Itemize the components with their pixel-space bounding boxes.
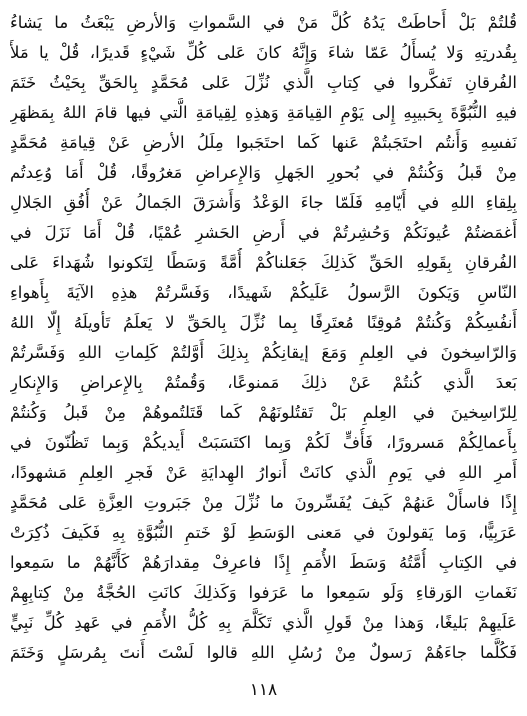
page-number: ١١٨: [249, 680, 278, 700]
body-text: [10, 8, 517, 668]
text-line: في الكِتابِ أُمَّتُهُ وَسَطَ الأُمَمِ إِذًا فاعرِفْ مِقدارَهُمْ كَأَنَّهُمْ ما سَمِعوا: [10, 553, 517, 572]
text-line: أَنفُسِكُمْ وَكُنتُمْ مُوقِنًا مُعتَرِفًا بِما نُزِّلَ بِالحَقِّ لا يَعلَمُ تَأويلَهُ إِلّا اللهُ: [10, 313, 517, 332]
text-line: الفُرقانِ تَفكَّروا في كِتابِ الَّذي نُزِّلَ عَلى مُحَمَّدٍ بِالحَقِّ بِحَيْثُ خَتَمَ: [10, 73, 517, 92]
text-line: نَفسِهِ وَأَنتُم احتَجَبتُمْ عَنها كَما احتَجَبوا مِلَلُ الأرضِ عَنْ قِيامَةِ مُحَمَّدٍ: [10, 133, 517, 152]
text-line: نَغَماتِ الوَرقاءِ وَلَو سَمِعوا ما عَرَفوا وَكَذلِكَ كانَتِ الحُجَّةُ مِنْ كِتابِهِمْ: [10, 583, 517, 602]
text-line: فَكُلَّما جاءَهُمْ رَسولٌ مِنْ رُسُلِ اللهِ قالوا لَسْتَ أَنتَ بِمُرسَلٍ وَخَتَمَ: [10, 643, 517, 662]
text-line: بِقُدرتِهِ وَلا يُسأَلُ عَمّا شاءَ وَإِنَّهُ كانَ عَلى كُلِّ شَيْءٍ قَديرًا، قُلْ يا مَلأَ: [10, 43, 517, 62]
text-line: بِلِقاءِ اللهِ في أَيّامِهِ فَلَمّا جاءَ الوَعْدُ وَأَشرَقَ الجَمالُ عَنْ أُفُقِ الجَلالِ: [10, 193, 517, 212]
text-line: عَلَيهِمْ بَليغًا، وَهذا مِنْ قَولِ الَّذي تَكَلَّمَ بِهِ كُلُّ الأُمَمِ في عَهدِ كُلِّ نَبِيٍّ: [10, 613, 517, 632]
text-line: إِذًا فاسأَلْ عَنهُمْ كَيفَ يُفَسِّرونَ ما نُزِّلَ مِنْ جَبَروتِ العِزَّةِ عَلى مُحَمَّدٍ: [10, 493, 517, 512]
text-line: وَالرّاسِخونَ في العِلمِ وَمَعَ إيقانِكُمْ بِذلِكَ أَوَّلتُمْ كَلِماتِ اللهِ وَفَسَّرتُمْ: [10, 343, 517, 362]
text-line: النّاسِ وَيَكونَ الرَّسولُ عَلَيكُمْ شَهيدًا، وَفَسَّرتُمْ هذِهِ الآيَةَ بِأَهواءِ: [10, 283, 517, 302]
text-line: الفُرقانِ بِقَولِهِ الحَقِّ كَذلِكَ جَعَلناكُمْ أُمَّةً وَسَطًا لِتَكونوا شُهَداءَ عَلى: [10, 253, 517, 272]
text-line: لِلرّاسِخينَ في العِلمِ بَلْ تَقتُلونَهُمْ كَما قَتَلتُموهُمْ مِنْ قَبلُ وَكُنتُمْ: [10, 403, 517, 422]
text-line: أَمرِ اللهِ في يَومِ الَّذي كانَتْ أَنوارُ الهِدايَةِ عَنْ فَجرِ العِلمِ مَشهودًا،: [10, 463, 517, 482]
text-line: بِأَعمالِكُمْ مَسرورًا، فَأُفٍّ لَكُمْ وَبِما اكتَسَبَتْ أَيديكُمْ وَبِما تَظُنّونَ في: [10, 433, 517, 452]
text-line: مِنْ قَبلُ وَكُنتُمْ في بُحورِ الجَهلِ وَالإِعراضِ مَغرُوقًا، قُلْ أَمَا وُعِدتُم: [10, 163, 517, 182]
text-line: بَعدَ الَّذي كُنتُمْ عَنْ ذلِكَ مَمنوعًا، وَقُمتُمْ بِالإِعراضِ وَالإِنكارِ: [10, 373, 517, 392]
text-line: عَرَبِيًّا، وَما يَقولونَ في مَعنى الوَسَطِ لَوْ خَتمِ النُّبُوَّةِ بِهِ فَكَيفَ ذُكِرَتْ: [10, 523, 517, 542]
text-line: أَغمَضتُمْ عُيونَكُمْ وَحُشِرتُمْ في أَرضِ الحَشرِ عُمْيًا، قُلْ أَمَا نَزَلَ في: [10, 223, 517, 242]
text-line: فيهِ النُّبُوَّةَ بِحَبيبِهِ إِلى يَوْمِ القِيامَةِ وَهذِهِ لِقِيامَةِ الَّتي فيها قامَ اللهُ بِمَظهَرِ: [10, 103, 517, 122]
text-line: قُلتُمْ بَلْ أَحاطَتْ يَدُهُ كُلَّ مَنْ في السَّمواتِ وَالأرضِ يَبْعَثُ ما يَشاءُ: [10, 13, 517, 32]
